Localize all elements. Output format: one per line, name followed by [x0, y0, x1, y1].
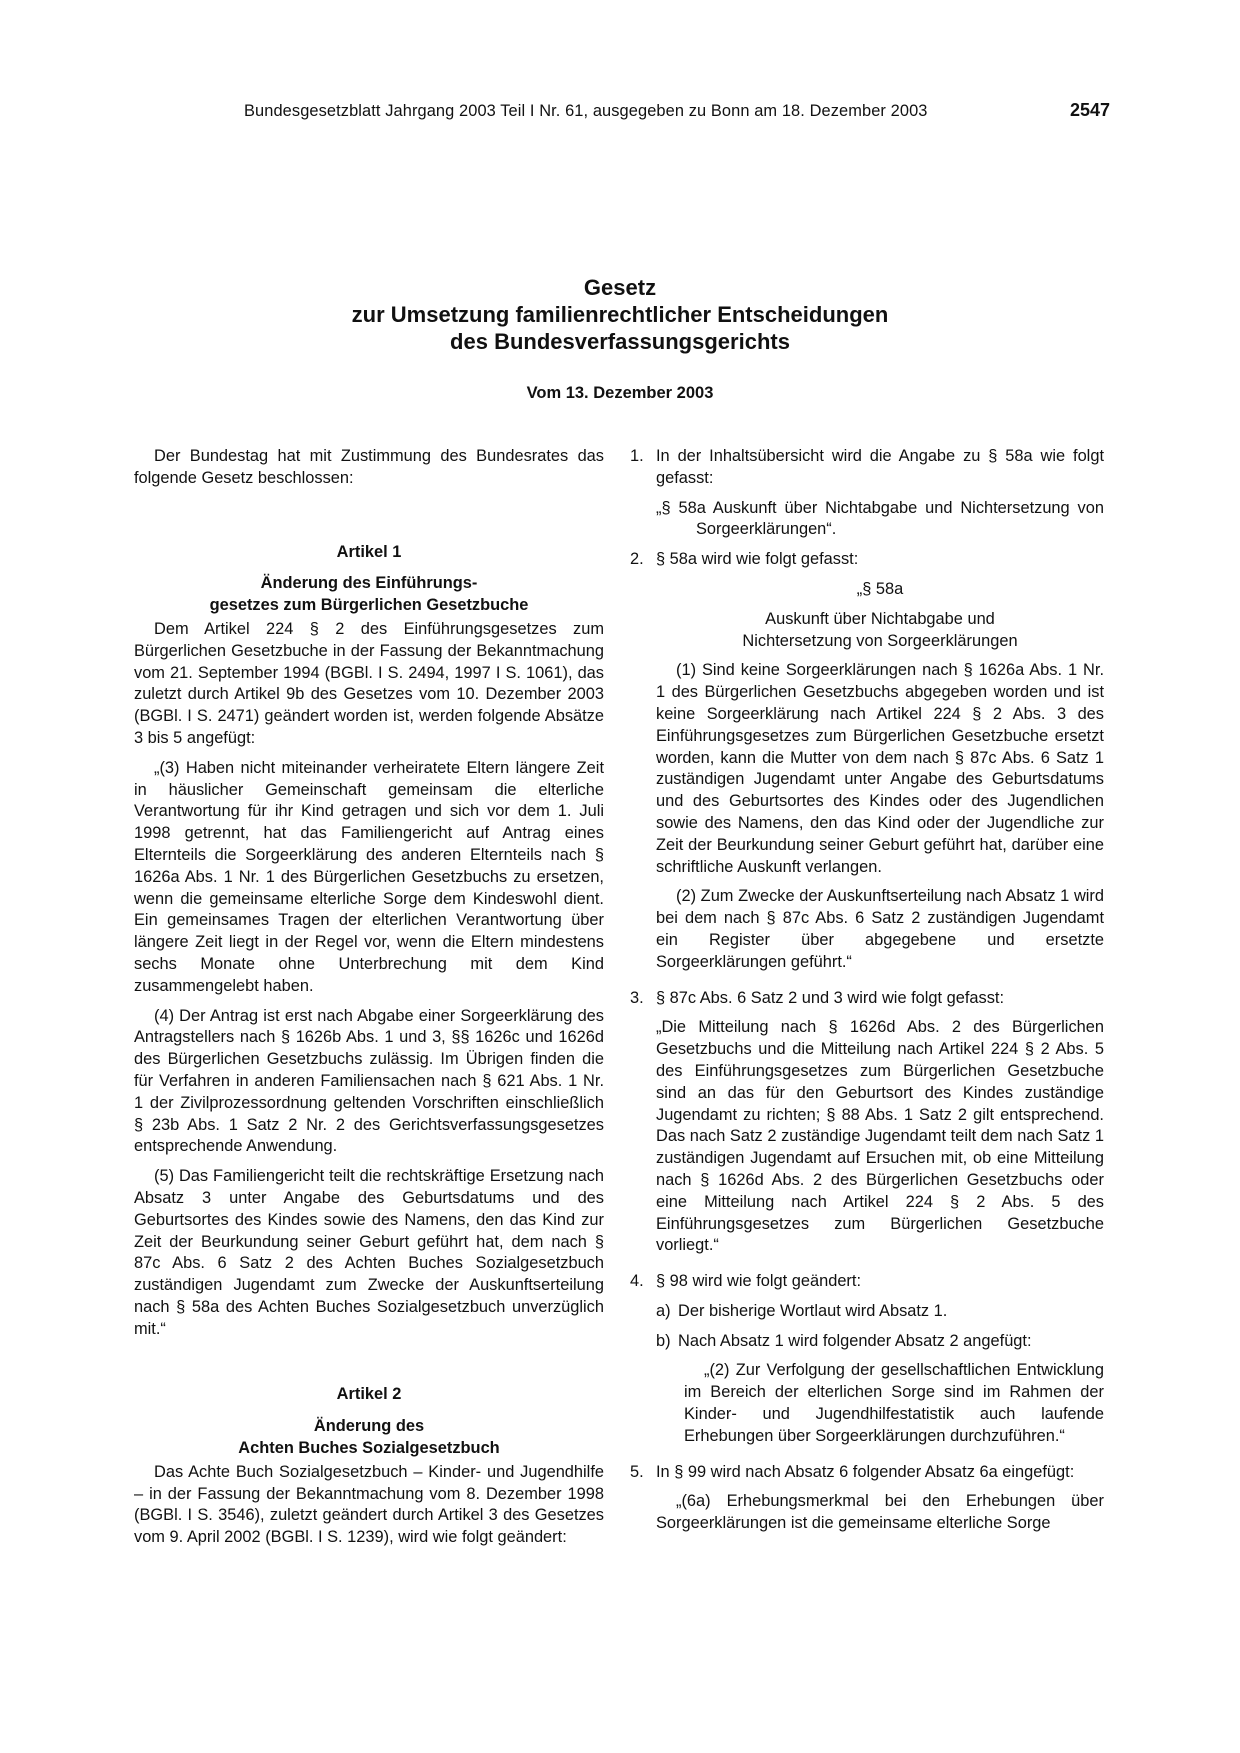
quoted-text: „(6a) Erhebungsmerkmal bei den Erhebungen über Sorgeerklärungen ist die gemeinsame elterliche Sorge — [656, 1492, 1104, 1533]
page-number: 2547 — [1069, 100, 1110, 120]
item-text: In der Inhaltsübersicht wird die Angabe zu § 58a wie folgt gefasst: — [656, 447, 1104, 487]
article-2-paragraph: Das Achte Buch Sozialgesetzbuch – Kinder- und Jugendhilfe – in der Fassung der Bekanntmachung vom 8. Dezember 1998 (BGBl. I S. 3546), zuletzt geändert durch Artikel 3 des Gesetzes vom 9. April 2002 (BGBl. I S. 1239), wird wie folgt geändert: — [134, 1462, 604, 1547]
page-header — [244, 102, 1110, 128]
article-2-heading: Artikel 2 — [336, 1385, 402, 1404]
article-2-subtitle-2: Achten Buches Sozialgesetzbuch — [238, 1439, 500, 1458]
right-column — [630, 446, 1104, 1535]
article-1-subtitle-2: gesetzes zum Bürgerlichen Gesetzbuche — [209, 596, 529, 615]
article-1-paragraph: (4) Der Antrag ist erst nach Abgabe einer Sorgeerklärung des Antragstellers nach § 1626b Abs. 1 und 3, §§ 1626c und 1626d des Bürgerlichen Gesetzbuchs zulässig. Im Übrigen finden die für Verfahren in anderen Familiensachen nach § 621 Abs. 1 Nr. 1 der Zivilprozessordnung geltenden Vorschriften einschließlich § 23b Abs. 1 Satz 2 Nr. 2 des Gerichtsverfassungsgesetzes entsprechende Anwendung. — [134, 1006, 604, 1156]
item-text: § 98 wird wie folgt geändert: — [656, 1272, 862, 1291]
quoted-text: „§ 58a Auskunft über Nichtabgabe und Nichtersetzung von Sorgeerklärungen“. — [656, 498, 1104, 539]
article-1-paragraph: „(3) Haben nicht miteinander verheiratete Eltern längere Zeit in häuslicher Gemeinschaft gemeinsam die elterliche Verantwortung für ihr Kind getragen und sich vor dem 1. Juli 1998 getrennt, hat das Familiengericht auf Antrag eines Elternteils die Sorgeerklärung des anderen Elternteils nach § 1626a Abs. 1 Nr. 1 des Bürgerlichen Gesetzbuchs zu ersetzen, wenn die gemeinsame elterliche Sorge dem Kindeswohl dient. Ein gemeinsames Tragen der elterlichen Verantwortung über längere Zeit liegt in der Regel vor, wenn die Eltern mindestens sechs Monate ohne Unterbrechung mit dem Kind zusammengelebt haben. — [134, 758, 604, 995]
list-item — [630, 988, 1104, 1010]
list-item — [630, 549, 1104, 571]
list-item — [630, 1271, 1104, 1293]
sub-item-letter: a) — [656, 1301, 671, 1320]
article-1-paragraph: (5) Das Familiengericht teilt die rechtskräftige Ersetzung nach Absatz 3 unter Angabe des Geburtsdatums und des Geburtsortes des Kindes sowie des Namens, den das Kind zur Zeit der Beurkundung seiner Geburt geführt hat, dem nach § 87c Abs. 6 Satz 2 des Achten Buches Sozialgesetzbuch zuständigen Jugendamt zum Zwecke der Auskunftserteilung nach § 58a des Achten Buches Sozialgesetzbuch unverzüglich mit.“ — [134, 1167, 604, 1338]
title-line-2: zur Umsetzung familienrechtlicher Entscheidungen — [351, 302, 889, 327]
title-line-1: Gesetz — [583, 275, 657, 300]
law-date: Vom 13. Dezember 2003 — [526, 384, 714, 402]
list-item — [630, 446, 1104, 490]
quoted-text: „(2) Zur Verfolgung der gesellschaftlichen Entwicklung im Bereich der elterlichen Sorge sind im Rahmen der Kinder- und Jugendhilfestatistik auch laufende Erhebungen über Sorgeerklärungen durchzuführen.“ — [684, 1361, 1104, 1445]
item-text: § 58a wird wie folgt gefasst: — [656, 550, 859, 569]
section-paragraph: (2) Zum Zwecke der Auskunftserteilung nach Absatz 1 wird bei dem nach § 87c Abs. 6 Satz 2 zuständigen Jugendamt ein Register über abgegebene und ersetzte Sorgeerklärungen geführt.“ — [656, 887, 1104, 971]
sub-item-text: Der bisherige Wortlaut wird Absatz 1. — [678, 1301, 948, 1320]
sub-item-letter: b) — [656, 1331, 671, 1350]
left-column — [134, 446, 604, 1549]
sub-item-text: Nach Absatz 1 wird folgender Absatz 2 angefügt: — [678, 1331, 1032, 1350]
item-number: 1. — [630, 447, 644, 465]
item-number: 2. — [630, 550, 644, 569]
running-title: Bundesgesetzblatt Jahrgang 2003 Teil I Nr. 61, ausgegeben zu Bonn am 18. Dezember 2003 — [244, 102, 928, 120]
item-text: In § 99 wird nach Absatz 6 folgender Absatz 6a eingefügt: — [656, 1462, 1075, 1481]
sub-list-item — [656, 1301, 1104, 1323]
section-title-1: Auskunft über Nichtabgabe und — [765, 609, 995, 628]
article-1-heading: Artikel 1 — [336, 542, 402, 561]
item-number: 5. — [630, 1462, 644, 1481]
section-paragraph: (1) Sind keine Sorgeerklärungen nach § 1626a Abs. 1 Nr. 1 des Bürgerlichen Gesetzbuchs abgegeben worden und ist keine Sorgeerklärung nach Artikel 224 § 2 Abs. 3 des Einführungsgesetzes zum Bürgerlichen Gesetzbuche ersetzt worden, kann die Mutter von dem nach § 87c Abs. 6 Satz 1 zuständigen Jugendamt unter Angabe des Geburtsdatums und des Geburtsortes des Kindes oder des Jugendlichen sowie des Namens, den das Kind oder der Jugendliche zur Zeit der Beurkundung seiner Geburt geführt hat, darüber eine schriftliche Auskunft verlangen. — [656, 661, 1104, 876]
quoted-text: „Die Mitteilung nach § 1626d Abs. 2 des Bürgerlichen Gesetzbuchs und die Mitteilung nach Artikel 224 § 2 Abs. 5 des Einführungsgesetzes zum Bürgerlichen Gesetzbuche sind an das für den Geburtsort des Kindes zuständige Jugendamt zu richten; § 88 Abs. 1 Satz 2 gilt entsprechend. Das nach Satz 2 zuständige Jugendamt teilt dem nach Satz 1 zuständigen Jugendamt auf Ersuchen mit, ob eine Mitteilung nach § 1626d Abs. 2 des Bürgerlichen Gesetzbuchs oder eine Mitteilung nach Artikel 224 § 2 Abs. 5 des Einführungsgesetzes zum Bürgerlichen Gesetzbuche vorliegt.“ — [656, 1018, 1104, 1255]
article-1-paragraph: Dem Artikel 224 § 2 des Einführungsgesetzes zum Bürgerlichen Gesetzbuche in der Fassung der Bekanntmachung vom 21. September 1994 (BGBl. I S. 2494, 1997 I S. 1061), das zuletzt durch Artikel 9b des Gesetzes vom 10. Dezember 2003 (BGBl. I S. 2471) geändert worden ist, werden folgende Absätze 3 bis 5 angefügt: — [134, 619, 604, 747]
title-line-3: des Bundesverfassungsgerichts — [450, 329, 790, 354]
item-number: 4. — [630, 1272, 644, 1291]
preamble: Der Bundestag hat mit Zustimmung des Bundesrates das folgende Gesetz beschlossen: — [134, 447, 604, 487]
sub-list-item — [656, 1331, 1104, 1353]
item-number: 3. — [630, 988, 644, 1007]
section-title-2: Nichtersetzung von Sorgeerklärungen — [742, 631, 1018, 650]
section-heading: „§ 58a — [856, 579, 904, 598]
list-item — [630, 1462, 1104, 1484]
article-2-subtitle-1: Änderung des — [313, 1417, 425, 1436]
law-title — [170, 274, 1070, 355]
item-text: § 87c Abs. 6 Satz 2 und 3 wird wie folgt gefasst: — [656, 988, 1005, 1007]
article-1-subtitle-1: Änderung des Einführungs- — [260, 574, 478, 593]
